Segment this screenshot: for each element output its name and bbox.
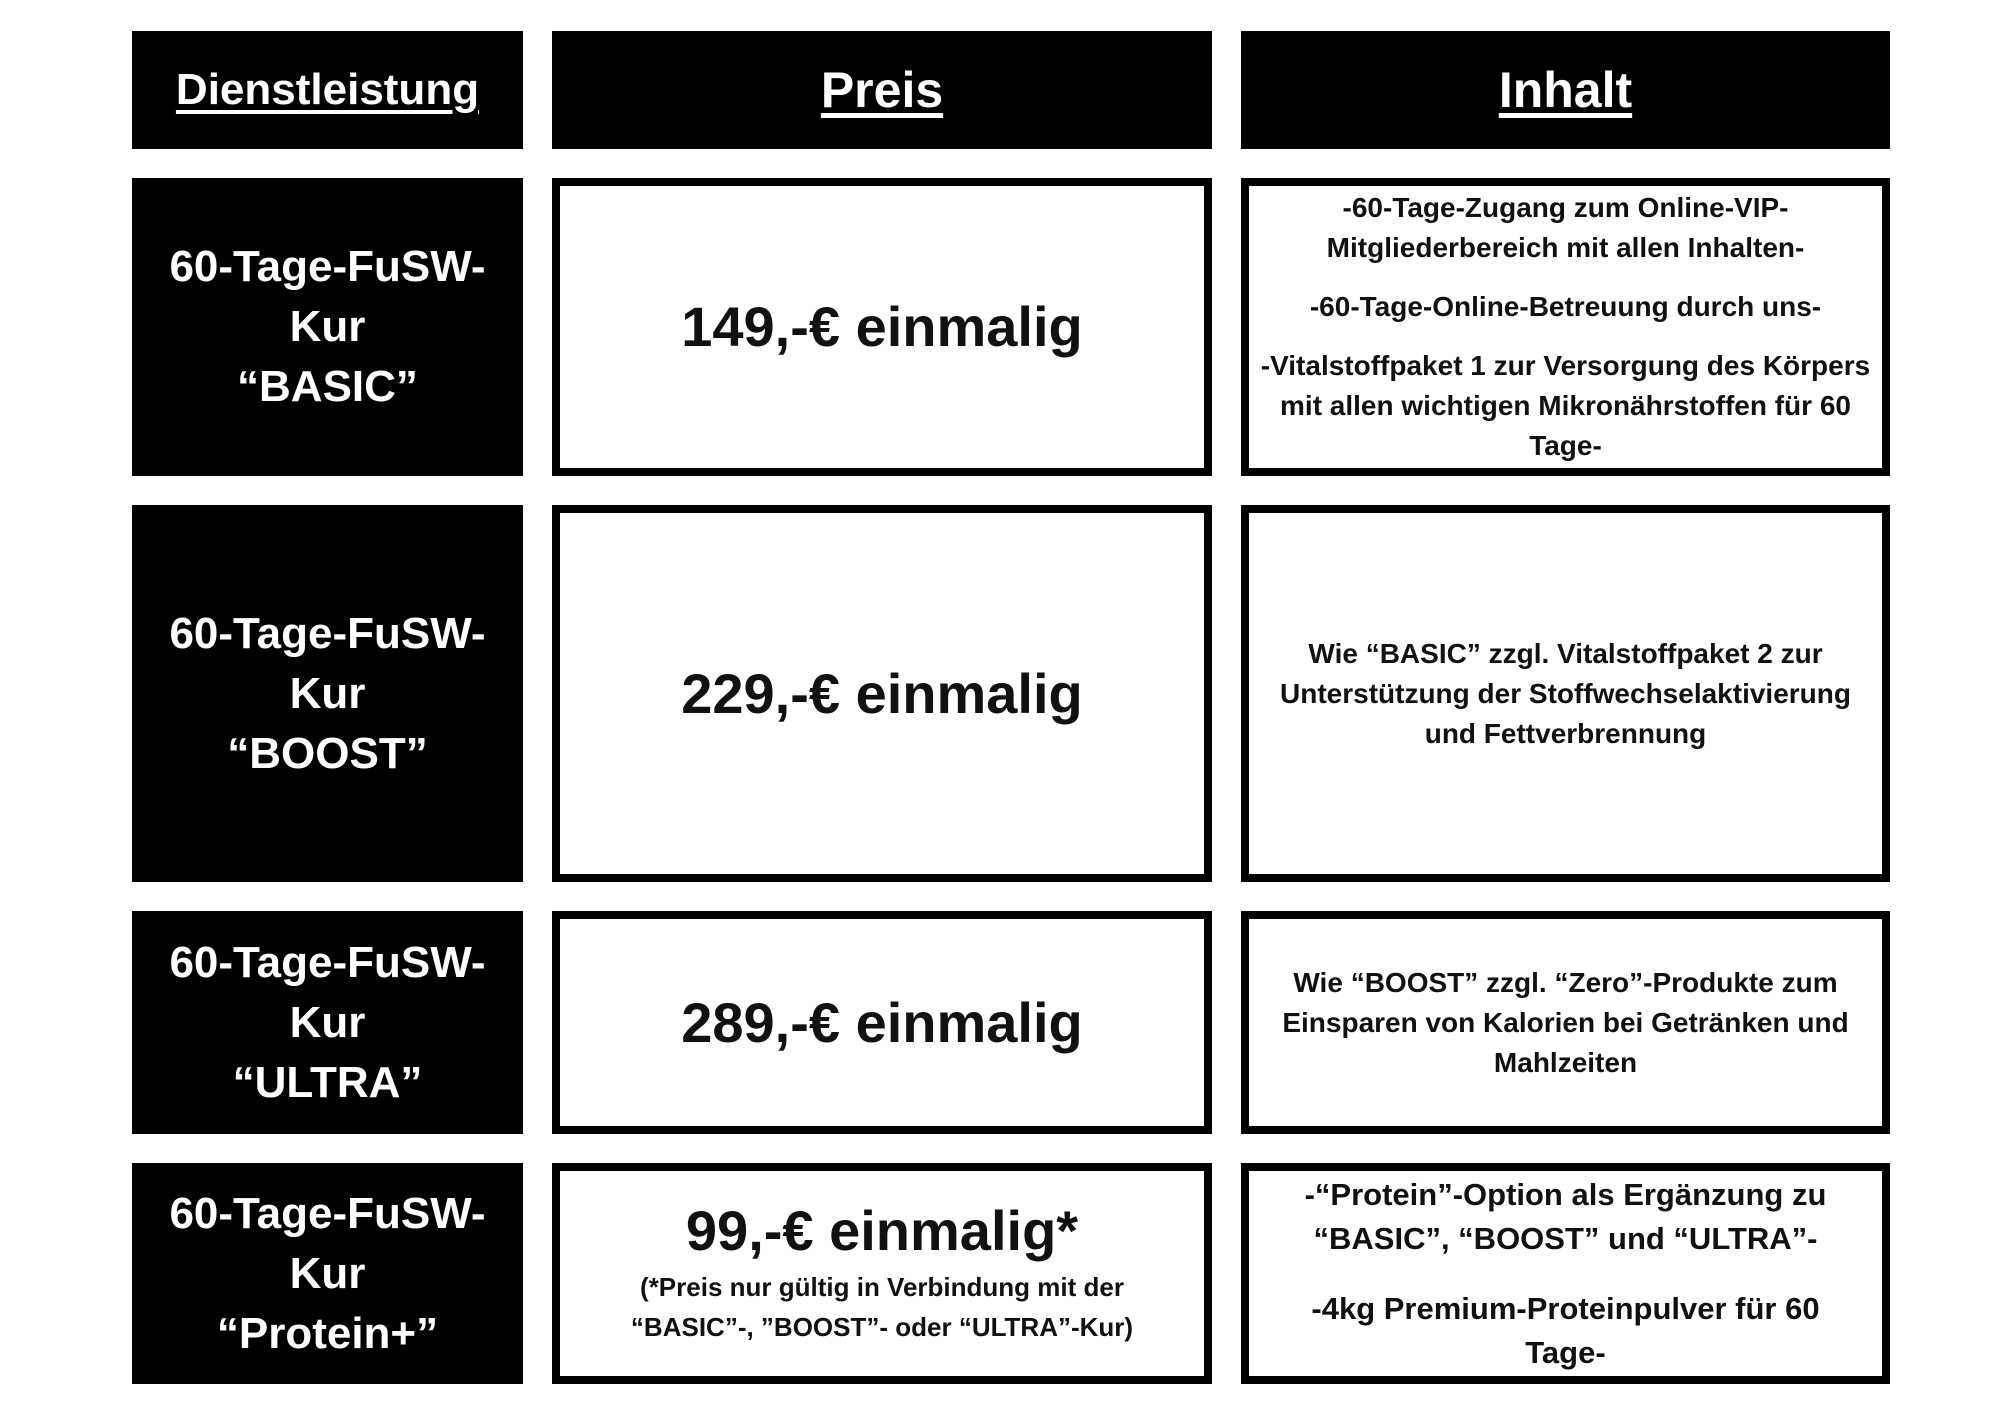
price-boost: 229,-€ einmalig [681,661,1083,725]
price-note-protein: (*Preis nur gültig in Verbindung mit der “BASIC”-, ”BOOST”- oder “ULTRA”-Kur) [630,1272,1134,1343]
header-price-cell [552,31,1212,149]
service-cell-basic [132,178,523,476]
content-cell-protein [1241,1163,1890,1384]
header-price: Preis [820,62,944,118]
content-basic [1249,188,1882,466]
price-cell-boost [552,505,1212,882]
service-cell-ultra [132,911,523,1134]
header-service-cell [132,31,523,149]
header-content: Inhalt [1498,62,1633,118]
content-cell-boost [1241,505,1890,882]
service-name-boost: 60-Tage-FuSW- Kur “BOOST” [169,608,486,778]
content-line: Wie “BOOST” zzgl. “Zero”-Produkte zum Einsparen von Kalorien bei Getränken und Mahlzeiten [1282,966,1849,1078]
price-protein: 99,-€ einmalig* [685,1198,1079,1262]
price-cell-basic [552,178,1212,476]
content-boost [1249,634,1882,754]
service-name-basic: 60-Tage-FuSW- Kur “BASIC” [169,242,486,411]
service-cell-boost [132,505,523,882]
price-cell-ultra [552,911,1212,1134]
content-protein [1249,1173,1882,1375]
service-name-ultra: 60-Tage-FuSW- Kur “ULTRA” [169,937,486,1107]
content-line: -“Protein”-Option als Ergänzung zu “BASIC”, “BOOST” und “ULTRA”- [1304,1176,1827,1256]
content-ultra [1249,963,1882,1083]
content-line: -4kg Premium-Proteinpulver für 60 Tage- [1311,1290,1820,1370]
content-line: -60-Tage-Zugang zum Online-VIP-Mitgliederbereich mit allen Inhalten- [1326,192,1805,263]
content-line: -Vitalstoffpaket 1 zur Versorgung des Körpers mit allen wichtigen Mikronährstoffen für 60 Tage- [1260,350,1871,461]
service-cell-protein [132,1163,523,1384]
content-line: -60-Tage-Online-Betreuung durch uns- [1309,291,1822,322]
header-service: Dienstleistung [175,65,480,114]
service-name-protein: 60-Tage-FuSW- Kur “Protein+” [169,1188,486,1358]
content-line: Wie “BASIC” zzgl. Vitalstoffpaket 2 zur Unterstützung der Stoffwechselaktivierung und Fettverbrennung [1280,637,1851,749]
price-ultra: 289,-€ einmalig [681,990,1083,1054]
price-basic: 149,-€ einmalig [681,295,1083,359]
header-content-cell [1241,31,1890,149]
content-cell-ultra [1241,911,1890,1134]
price-cell-protein [552,1163,1212,1384]
content-cell-basic [1241,178,1890,476]
